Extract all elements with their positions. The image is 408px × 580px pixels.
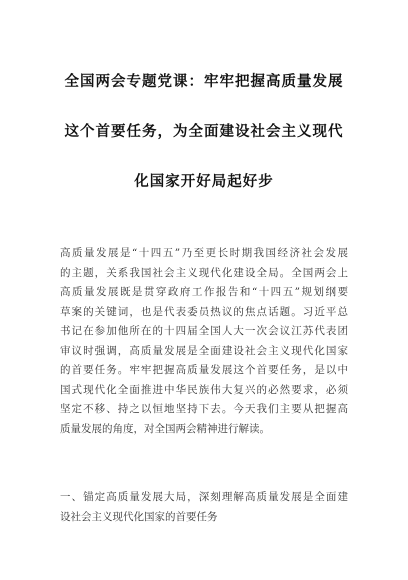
intro-line: 质量发展的角度，对全国两会精神进行解读。: [60, 422, 270, 435]
title-line-3: 化国家开好局起好步: [134, 174, 274, 190]
intro-line: 高质量发展是“十四五”乃至更长时期我国经济社会发展: [60, 247, 348, 259]
intro-line: 的主题，关系我国社会主义现代化建设全局。全国两会上: [60, 266, 348, 279]
intro-paragraph: [60, 244, 348, 439]
title-line-1: 全国两会专题党课：牢牢把握高质量发展: [64, 74, 344, 90]
section-1-heading: [60, 488, 348, 527]
intro-line: 国式现代化全面推进中华民族伟大复兴的必然要求，必须: [60, 383, 348, 396]
intro-line: 草案的关键词，也是代表委员热议的焦点话题。习近平总: [60, 305, 348, 318]
intro-line: 坚定不移、持之以恒地坚持下去。今天我们主要从把握高: [60, 403, 348, 415]
intro-line: 高质量发展既是贯穿政府工作报告和“十四五”规划纲要: [60, 286, 348, 298]
title-line-2: 这个首要任务，为全面建设社会主义现代: [64, 124, 344, 140]
intro-line: 书记在参加他所在的十四届全国人大一次会议江苏代表团: [60, 325, 348, 337]
intro-line: 审议时强调，高质量发展是全面建设社会主义现代化国家: [60, 344, 348, 357]
section-1-line: 设社会主义现代化国家的首要任务: [60, 510, 218, 523]
intro-line: 的首要任务。牢牢把握高质量发展这个首要任务，是以中: [60, 364, 348, 376]
section-1-line: 一、锚定高质量发展大局，深刻理解高质量发展是全面建: [60, 491, 348, 503]
